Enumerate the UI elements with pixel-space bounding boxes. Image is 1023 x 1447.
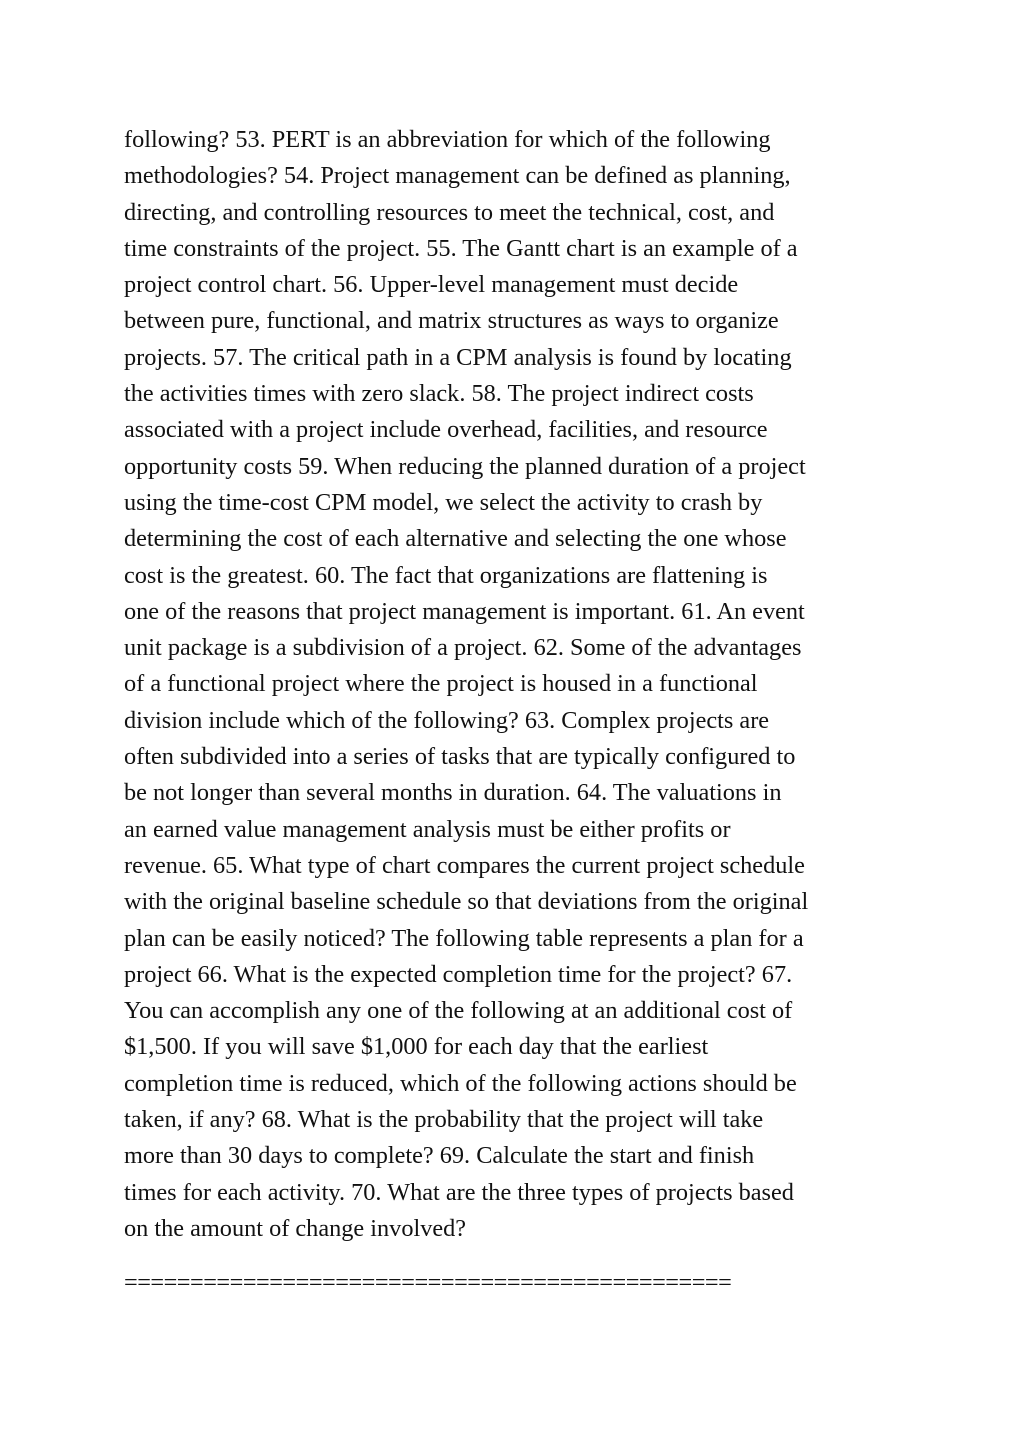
text-line: determining the cost of each alternative and selecting the one whose xyxy=(124,525,787,553)
text-line: taken, if any? 68. What is the probability that the project will take xyxy=(124,1106,764,1134)
text-line: plan can be easily noticed? The following table represents a plan for a xyxy=(124,924,804,952)
text-line: division include which of the following? 63. Complex projects are xyxy=(124,706,770,734)
text-line: You can accomplish any one of the following at an additional cost of xyxy=(124,997,793,1025)
text-line: completion time is reduced, which of the following actions should be xyxy=(124,1069,797,1097)
text-line: using the time-cost CPM model, we select the activity to crash by xyxy=(124,488,763,516)
text-line: following? 53. PERT is an abbreviation for which of the following xyxy=(124,126,771,153)
text-line: time constraints of the project. 55. The Gantt chart is an example of a xyxy=(124,234,798,262)
text-line: methodologies? 54. Project management can be defined as planning, xyxy=(124,162,791,190)
text-line: cost is the greatest. 60. The fact that organizations are flattening is xyxy=(124,561,768,589)
text-line: project control chart. 56. Upper-level management must decide xyxy=(124,271,739,299)
body-paragraph xyxy=(124,122,904,1247)
text-line: opportunity costs 59. When reducing the planned duration of a project xyxy=(124,452,806,480)
text-line: be not longer than several months in duration. 64. The valuations in xyxy=(124,779,782,807)
text-line: an earned value management analysis must be either profits or xyxy=(124,815,731,843)
text-line: often subdivided into a series of tasks that are typically configured to xyxy=(124,743,796,771)
text-line: revenue. 65. What type of chart compares the current project schedule xyxy=(124,851,805,879)
text-line: associated with a project include overhead, facilities, and resource xyxy=(124,416,768,444)
text-line: more than 30 days to complete? 69. Calculate the start and finish xyxy=(124,1142,755,1170)
text-line: of a functional project where the project is housed in a functional xyxy=(124,670,758,698)
text-line: between pure, functional, and matrix structures as ways to organize xyxy=(124,307,779,335)
text-line: the activities times with zero slack. 58. The project indirect costs xyxy=(124,380,754,408)
separator-line: ============================================== xyxy=(124,1269,732,1296)
text-line: times for each activity. 70. What are the three types of projects based xyxy=(124,1178,794,1206)
text-line: $1,500. If you will save $1,000 for each day that the earliest xyxy=(124,1033,709,1061)
text-line: directing, and controlling resources to meet the technical, cost, and xyxy=(124,198,775,226)
text-line: project 66. What is the expected completion time for the project? 67. xyxy=(124,960,793,988)
text-line: with the original baseline schedule so that deviations from the original xyxy=(124,888,809,916)
text-line: one of the reasons that project management is important. 61. An event xyxy=(124,597,805,625)
text-line: projects. 57. The critical path in a CPM analysis is found by locating xyxy=(124,343,792,371)
text-line: on the amount of change involved? xyxy=(124,1214,467,1242)
text-line: unit package is a subdivision of a project. 62. Some of the advantages xyxy=(124,634,802,662)
